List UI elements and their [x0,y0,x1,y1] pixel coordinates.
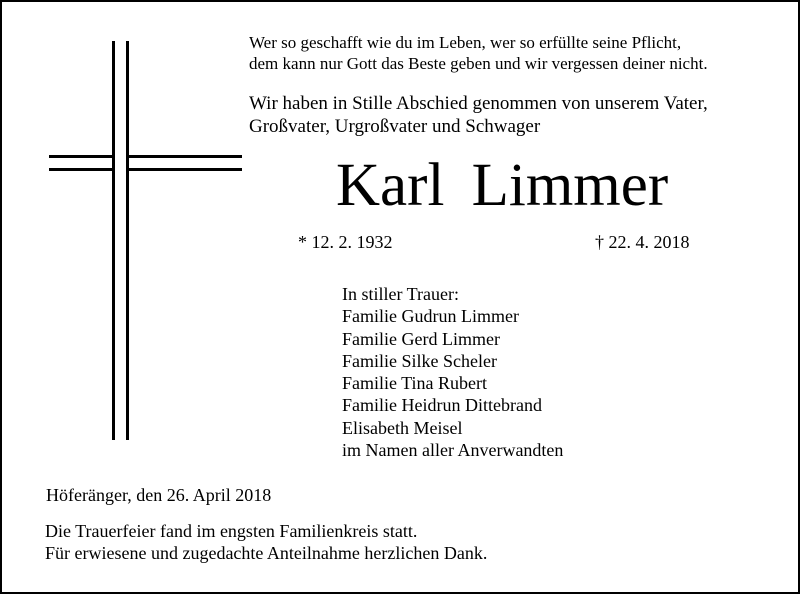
mourner-entry: Familie Tina Rubert [342,373,488,394]
mourner-entry: im Namen aller Anverwandten [342,440,564,461]
farewell-text [249,92,708,138]
mourner-entry: Elisabeth Meisel [342,417,463,438]
death-date: † 22. 4. 2018 [595,232,690,252]
deceased-name: Karl Limmer [336,152,669,219]
memorial-quote [249,32,708,74]
mourners-heading: In stiller Trauer: [342,284,459,304]
quote-line: Wer so geschafft wie du im Leben, wer so erfüllte seine Pflicht, [249,33,682,52]
closing-text [45,520,487,564]
farewell-line: Großvater, Urgroßvater und Schwager [249,116,541,137]
mourner-entry: Familie Gudrun Limmer [342,306,519,327]
mourner-entry: Familie Silke Scheler [342,350,497,371]
birth-date: * 12. 2. 1932 [298,232,393,252]
closing-line: Die Trauerfeier fand im engsten Familienkreis statt. [45,521,418,541]
mourners-list [342,283,563,461]
closing-line: Für erwiesene und zugedachte Anteilnahme herzlichen Dank. [45,543,488,563]
mourner-entry: Familie Heidrun Dittebrand [342,395,542,416]
farewell-line: Wir haben in Stille Abschied genommen von unserem Vater, [249,93,708,114]
place-and-date: Höferänger, den 26. April 2018 [46,485,272,505]
quote-line: dem kann nur Gott das Beste geben und wir vergessen deiner nicht. [249,54,708,73]
mourner-entry: Familie Gerd Limmer [342,328,500,349]
